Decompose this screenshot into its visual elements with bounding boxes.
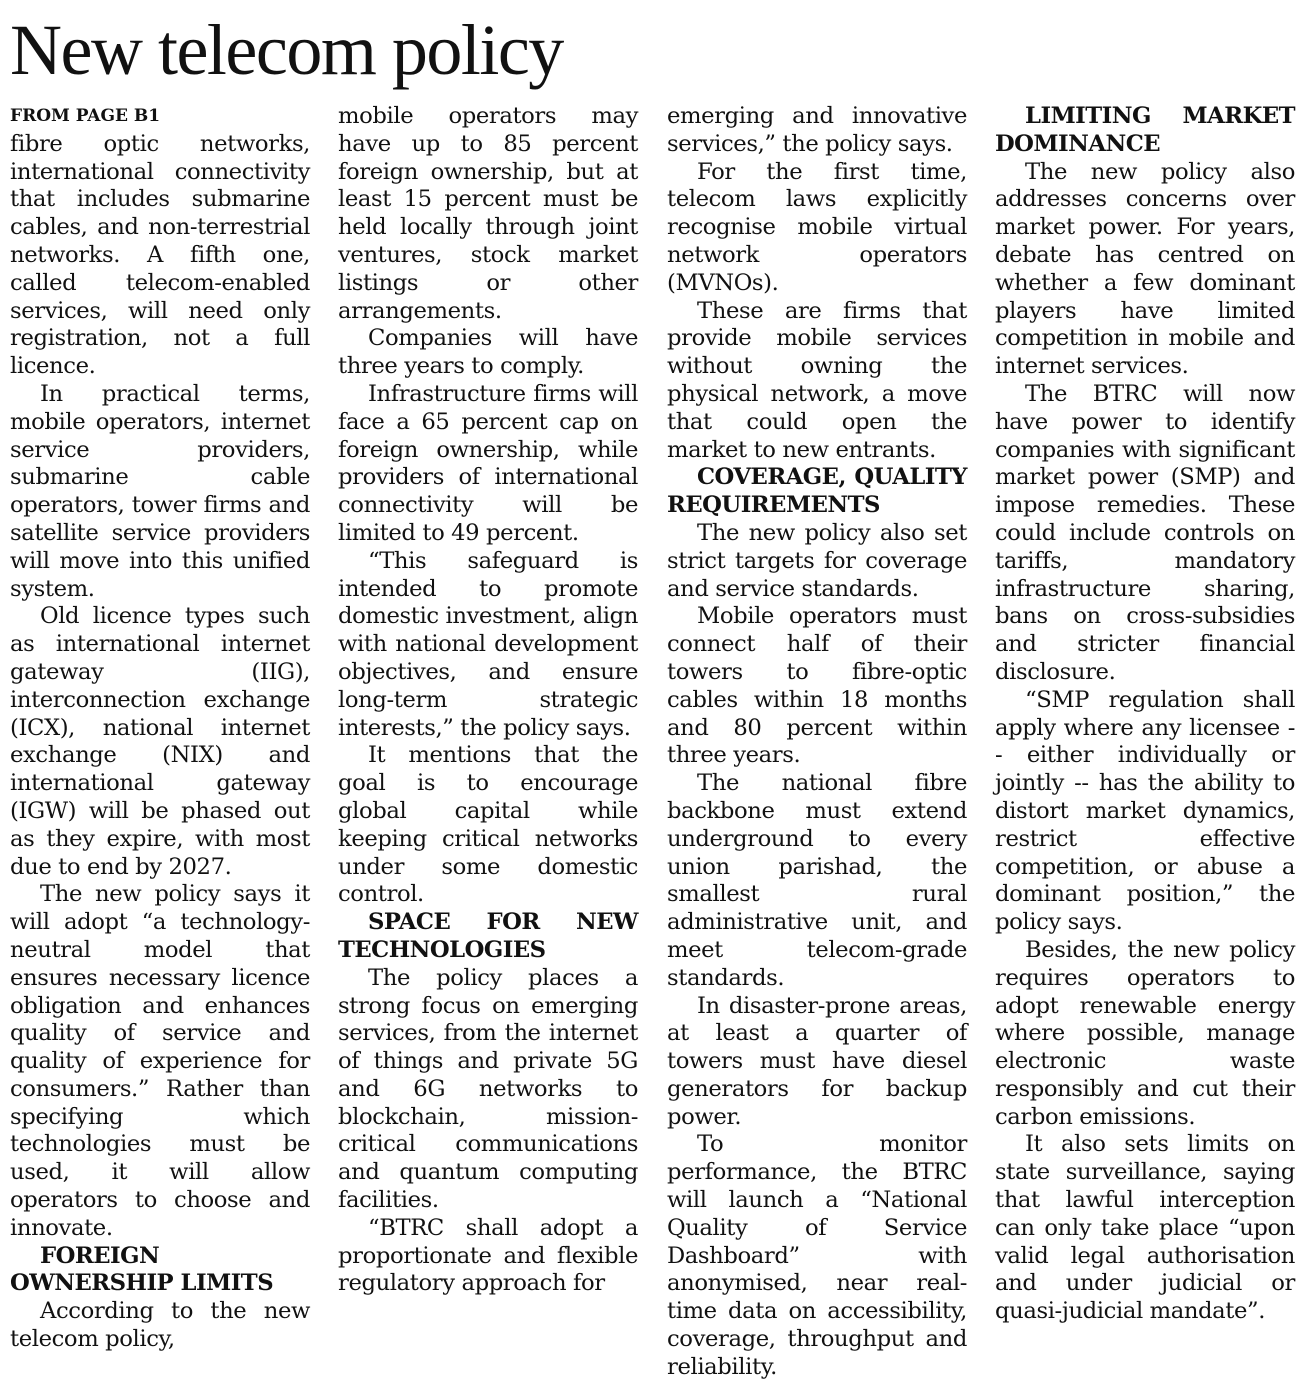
section-subheading: FOREIGN OWNERSHIP LIMITS — [10, 1242, 274, 1297]
article-paragraph: The BTRC will now have power to identify companies with significant market power (SMP) and impose remedies. These could include controls on tariffs, mandatory infrastructure sharing, bans on cross-subsidies and stricter financial disclosure. — [995, 380, 1295, 685]
article-paragraph: In practical terms, mobile operators, internet service providers, submarine cable operators, tower firms and satellite service providers will move into this unified system. — [10, 380, 310, 602]
article-paragraph: “This safeguard is intended to promote domestic investment, align with national development objectives, and ensure long-term strategic interests,” the policy says. — [338, 547, 638, 741]
article-paragraph: For the first time, telecom laws explicitly recognise mobile virtual network operators (MVNOs). — [667, 158, 967, 296]
article-paragraph: The national fibre backbone must extend underground to every union parishad, the smallest rural administrative unit, and meet telecom-grade standards. — [667, 770, 967, 991]
article-paragraph: According to the new telecom policy, — [10, 1298, 310, 1353]
article-paragraph: “SMP regulation shall apply where any licensee -- either individually or jointly -- has the ability to distort market dynamics, restrict effective competition, or abuse a dominant position,” the policy says. — [995, 686, 1295, 936]
article-paragraph: Companies will have three years to comply. — [338, 325, 638, 380]
article-paragraph: “BTRC shall adopt a proportionate and flexible regulatory approach for — [338, 1214, 638, 1297]
article-paragraph: Infrastructure firms will face a 65 percent cap on foreign ownership, while providers of international connectivity will be limited to 49 percent. — [338, 380, 638, 546]
article-paragraph: The new policy also addresses concerns over market power. For years, debate has centred on whether a few dominant players have limited competition in mobile and internet services. — [995, 158, 1295, 380]
article-column-1 — [10, 103, 310, 1353]
article-paragraph: mobile operators may have up to 85 percent foreign ownership, but at least 15 percent must be held locally through joint ventures, stock market listings or other arrangements. — [338, 103, 638, 324]
article-paragraph: Old licence types such as international internet gateway (IIG), interconnection exchange (ICX), national internet exchange (NIX) and international gateway (IGW) will be phased out as they expire, with most due to end by 2027. — [10, 603, 310, 880]
article-paragraph: emerging and innovative services,” the policy says. — [667, 103, 967, 157]
article-column-2 — [338, 103, 638, 1297]
article-paragraph: It also sets limits on state surveillance, saying that lawful interception can only take place “upon valid legal authorisation and under judicial or quasi-judicial mandate”. — [995, 1131, 1295, 1325]
article-paragraph: Mobile operators must connect half of their towers to fibre-optic cables within 18 months and 80 percent within three years. — [667, 603, 967, 769]
section-subheading: COVERAGE, QUALITY REQUIREMENTS — [667, 464, 967, 519]
article-paragraph: To monitor performance, the BTRC will launch a “National Quality of Service Dashboard” with anonymised, near real-time data on accessibility, coverage, throughput and reliability. — [667, 1131, 967, 1380]
article-paragraph: The policy places a strong focus on emerging services, from the internet of things and private 5G and 6G networks to blockchain, mission-critical communications and quantum computing facilities. — [338, 964, 638, 1214]
section-subheading: SPACE FOR NEW TECHNOLOGIES — [338, 909, 638, 963]
article-paragraph: These are firms that provide mobile services without owning the physical network, a move that could open the market to new entrants. — [667, 297, 967, 463]
article-paragraph: Besides, the new policy requires operators to adopt renewable energy where possible, manage electronic waste responsibly and cut their carbon emissions. — [995, 936, 1295, 1130]
article-column-4 — [995, 103, 1295, 1325]
section-subheading: LIMITING MARKET DOMINANCE — [995, 103, 1295, 157]
kicker-from-page: FROM PAGE B1 — [10, 106, 161, 126]
headline: New telecom policy — [10, 10, 563, 90]
article-paragraph: In disaster-prone areas, at least a quarter of towers must have diesel generators for backup power. — [667, 992, 967, 1130]
article-paragraph: The new policy says it will adopt “a technology-neutral model that ensures necessary licence obligation and enhances quality of service and quality of experience for consumers.” Rather than specifying which technologies must be used, it will allow operators to choose and innovate. — [10, 881, 310, 1241]
article-column-3 — [667, 103, 967, 1380]
article-paragraph: fibre optic networks, international connectivity that includes submarine cables, and non-terrestrial networks. A fifth one, called telecom-enabled services, will need only registration, not a full licence. — [10, 130, 310, 380]
article-paragraph: The new policy also set strict targets for coverage and service standards. — [667, 519, 967, 602]
article-paragraph: It mentions that the goal is to encourage global capital while keeping critical networks under some domestic control. — [338, 742, 638, 908]
